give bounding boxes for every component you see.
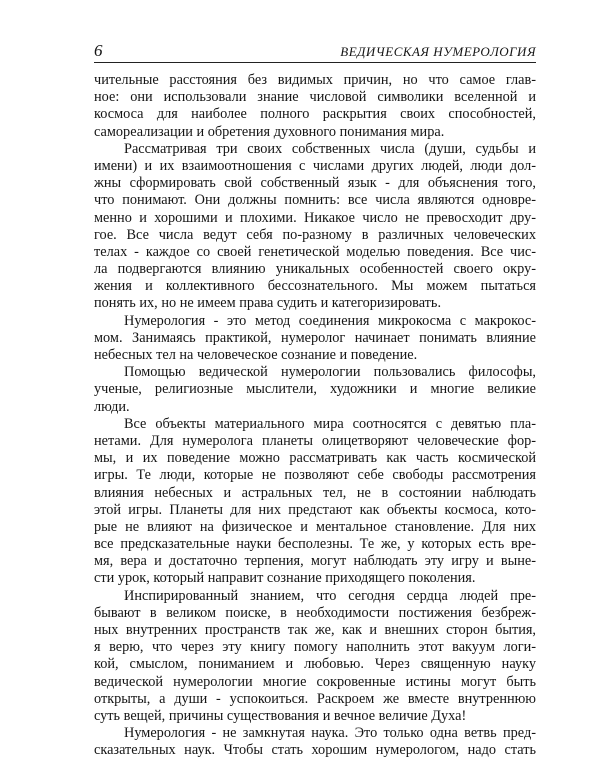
text-line: мом. Занимаясь практикой, нумеролог начинает понимать влияние	[94, 329, 536, 346]
text-line: суть вещей, причины существования и вечное величие Духа!	[94, 707, 467, 724]
text-line: открыты, а души - успокоиться. Раскроем же вместе внутреннюю	[94, 690, 536, 707]
text-line: гое. Все числа ведут себя по-разному в различных человеческих	[94, 226, 536, 243]
text-line: люди.	[94, 398, 130, 415]
text-line: ведической нумерологии многие сокровенные истины могут быть	[94, 673, 536, 690]
running-header	[94, 40, 536, 63]
text-line: ученые, религиозные мыслители, художники и многие великие	[94, 381, 536, 398]
text-line: чительные расстояния без видимых причин, но что самое глав-	[94, 72, 536, 88]
text-line: ное: они использовали знание числовой символики вселенной и	[94, 89, 536, 106]
text-line: Нумерология - это метод соединения микрокосма с макрокос-	[124, 312, 536, 329]
text-line: игры. Те люди, которые не позволяют себе свободы рассмотрения	[94, 467, 536, 484]
text-line: нетами. Для нумеролога планеты олицетворяют человеческие фор-	[94, 432, 536, 449]
text-line: что понимают. Они должны помнить: все числа являются одновре-	[94, 192, 536, 209]
text-line: мя, вера и достаточно терпения, могут наблюдать эту игру и выне-	[94, 553, 536, 570]
text-line: самореализации и обретения духовного понимания мира.	[94, 123, 445, 140]
text-line: Все объекты материального мира соотносятся с девятью пла-	[124, 415, 536, 432]
body-text	[94, 72, 536, 760]
text-line: Рассматривая три своих собственных числа (души, судьбы и	[124, 140, 536, 157]
text-line: все предсказательные науки бесполезны. Те же, у которых есть вре-	[94, 536, 536, 553]
book-title: ВЕДИЧЕСКАЯ НУМЕРОЛОГИЯ	[340, 44, 536, 59]
text-line: Инспирированный знанием, что сегодня сердца людей пре-	[124, 587, 536, 604]
text-line: телах - каждое со своей генетической моделью поведения. Все чис-	[94, 243, 536, 260]
text-line: этой игры. Планеты для них предстают как объекты космоса, кото-	[94, 501, 536, 518]
page-number: 6	[94, 41, 103, 60]
text-line: жения и коллективного бессознательного. Мы можем пытаться	[94, 278, 536, 295]
text-line: я верю, что через эту книгу помогу наполнить этот вакуум логи-	[94, 639, 536, 656]
text-line: ла подвергаются влиянию уникальных особенностей своего окру-	[94, 261, 536, 278]
text-line: кой, смыслом, пониманием и любовью. Через священную науку	[94, 656, 536, 673]
text-line: имени) и их взаимоотношения с числами других людей, люди дол-	[94, 157, 536, 174]
text-line: понять их, но не имеем права судить и категоризировать.	[94, 295, 442, 312]
text-line: жны сформировать свой собственный язык - для объяснения того,	[94, 175, 536, 192]
text-line: рые не влияют на физическое и ментальное становление. Для них	[94, 518, 536, 535]
text-line: менно и хорошими и плохими. Никакое число не превосходит дру-	[94, 209, 536, 226]
text-line: сти урок, который направит сознание приходящего поколения.	[94, 570, 476, 587]
text-line: бывают в великом поиске, в необходимости постижения безбреж-	[94, 604, 536, 621]
text-line: сказательных наук. Чтобы стать хорошим нумерологом, надо стать	[94, 742, 536, 759]
text-line: небесных тел на человеческое сознание и поведение.	[94, 347, 418, 363]
text-line: ных внутренних пространств так же, как и внешних сторон бытия,	[94, 622, 536, 638]
text-line: влияния небесных и астральных тел, не в состоянии наблюдать	[94, 484, 536, 501]
text-line: мы, и их поведение можно рассматривать как часть космической	[94, 450, 536, 467]
text-line: Помощью ведической нумерологии пользовались философы,	[124, 364, 536, 381]
text-line: космоса для наиболее полного раскрытия своих способностей,	[94, 106, 536, 123]
text-line: Нумерология - не замкнутая наука. Это только одна ветвь пред-	[124, 725, 536, 742]
